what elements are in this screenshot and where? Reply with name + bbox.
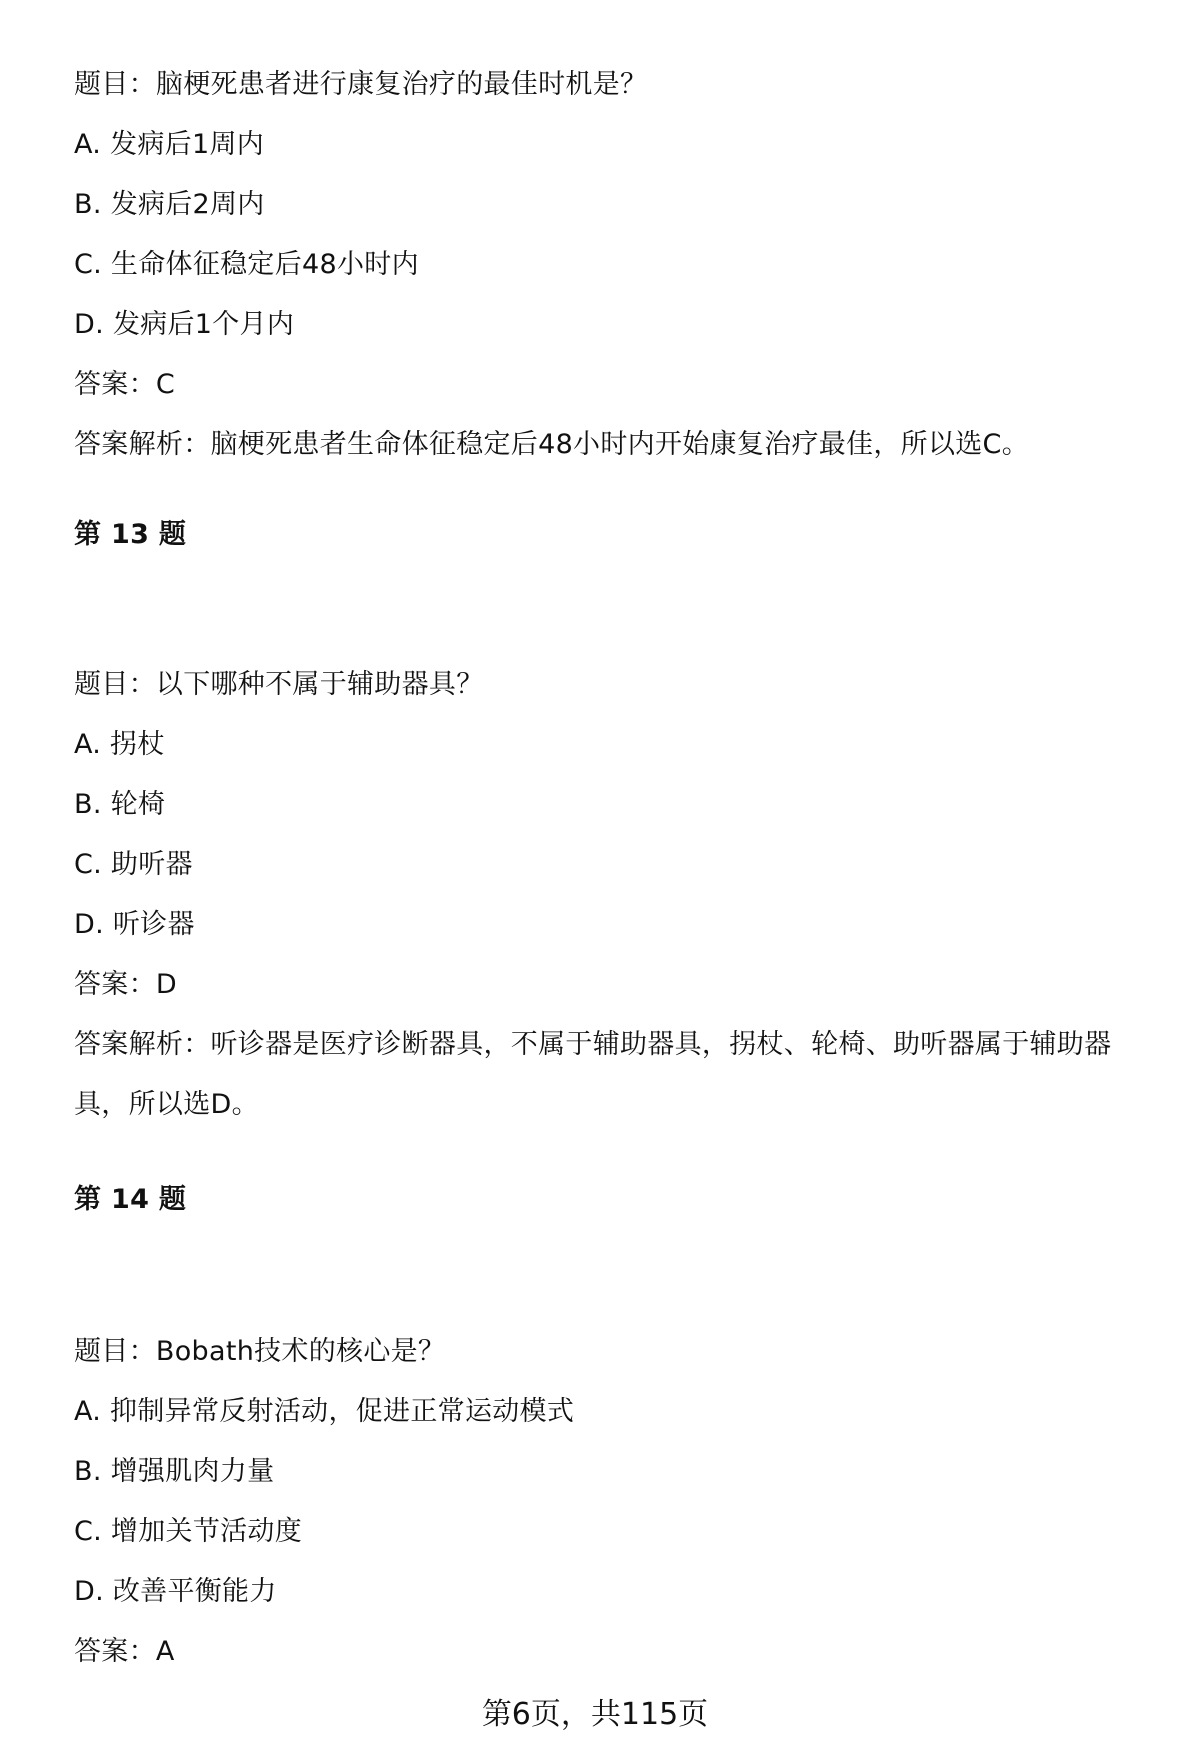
option-a: A. 抑制异常反射活动，促进正常运动模式 (74, 1396, 575, 1427)
question-heading: 第 13 题 (74, 519, 187, 550)
option-b: B. 轮椅 (74, 789, 166, 820)
answer-analysis: 答案解析：脑梗死患者生命体征稳定后48小时内开始康复治疗最佳，所以选C。 (74, 429, 1030, 460)
answer-text: 答案：C (74, 369, 176, 400)
question-text: 题目：Bobath技术的核心是？ (74, 1336, 446, 1367)
answer-text: 答案：A (74, 1636, 175, 1667)
answer-text: 答案：D (74, 969, 177, 1000)
option-d: D. 发病后1个月内 (74, 309, 295, 340)
question-text: 题目：以下哪种不属于辅助器具？ (74, 669, 484, 700)
option-d: D. 听诊器 (74, 909, 195, 940)
question-heading: 第 14 题 (74, 1184, 187, 1215)
question-text: 题目：脑梗死患者进行康复治疗的最佳时机是？ (74, 69, 648, 100)
option-b: B. 发病后2周内 (74, 189, 265, 220)
option-c: C. 生命体征稳定后48小时内 (74, 249, 419, 280)
option-c: C. 助听器 (74, 849, 193, 880)
option-d: D. 改善平衡能力 (74, 1576, 277, 1607)
option-a: A. 拐杖 (74, 729, 165, 760)
option-a: A. 发病后1周内 (74, 129, 265, 160)
option-c: C. 增加关节活动度 (74, 1516, 303, 1547)
answer-analysis: 答案解析：听诊器是医疗诊断器具，不属于辅助器具，拐杖、轮椅、助听器属于辅助器具，所以选D。 (74, 1029, 1112, 1120)
page-footer: 第6页，共115页 (481, 1697, 709, 1732)
option-b: B. 增强肌肉力量 (74, 1456, 275, 1487)
